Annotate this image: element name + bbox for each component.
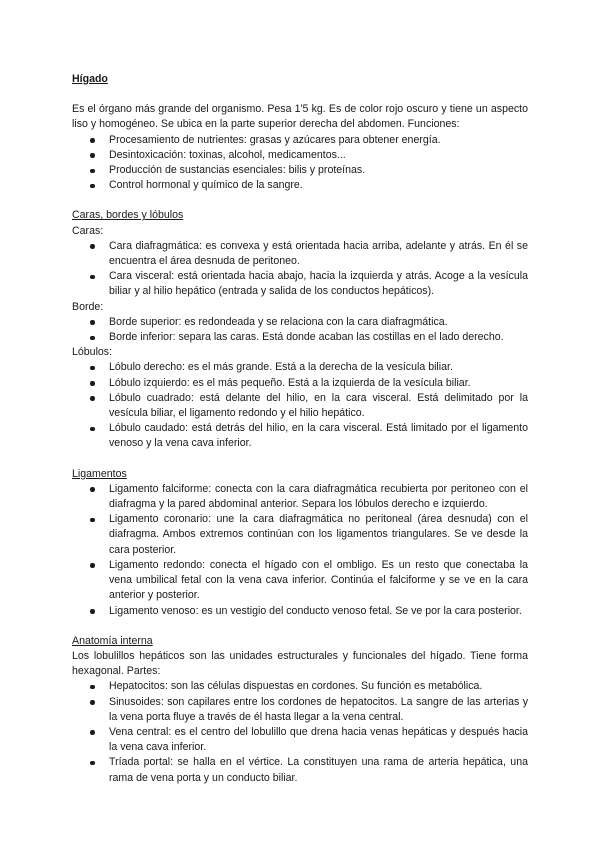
list-item: Hepatocitos: son las células dispuestas en cordones. Su función es metabólica. bbox=[72, 679, 528, 694]
caras-label: Caras: bbox=[72, 224, 104, 237]
list-item: Ligamento coronario: une la cara diafragmática no peritoneal (área desnuda) con el diafragma. Ambos extremos continúan con los ligamentos triangulares. Se ve desde la cara posterior. bbox=[72, 512, 528, 558]
anatomia-list bbox=[72, 679, 528, 785]
list-item: Ligamento falciforme: conecta con la cara diafragmática recubierta por peritoneo con el diafragma y la pared abdominal anterior. Separa los lóbulos derecho e izquierdo. bbox=[72, 482, 528, 512]
section-heading-anatomia: Anatomía interna bbox=[72, 634, 153, 647]
list-item: Sinusoides: son capilares entre los cordones de hepatocitos. La sangre de las arterias y la vena porta fluye a través de él hasta llegar a la vena central. bbox=[72, 695, 528, 725]
list-item: Vena central: es el centro del lobulillo que drena hacia venas hepáticas y después hacia la vena cava inferior. bbox=[72, 725, 528, 755]
list-item: Ligamento redondo: conecta el hígado con el ombligo. Es un resto que conectaba la vena umbilical fetal con la vena cava inferior. Continúa el falciforme y se ve en la cara anterior y posterior. bbox=[72, 558, 528, 604]
list-item: Cara visceral: está orientada hacia abajo, hacia la izquierda y atrás. Acoge a la vesícula biliar y al hilio hepático (entrada y salida de los conductos hepáticos). bbox=[72, 269, 528, 299]
functions-list bbox=[72, 133, 528, 194]
list-item: Desintoxicación: toxinas, alcohol, medicamentos... bbox=[72, 148, 528, 163]
lobulos-label: Lóbulos: bbox=[72, 346, 113, 359]
list-item: Borde superior: es redondeada y se relaciona con la cara diafragmática. bbox=[72, 315, 528, 330]
document-body bbox=[72, 72, 528, 786]
list-item: Lóbulo izquierdo: es el más pequeño. Está a la izquierda de la vesícula biliar. bbox=[72, 376, 528, 391]
page-title: Hígado bbox=[72, 73, 108, 85]
intro-paragraph: Es el órgano más grande del organismo. Pesa 1'5 kg. Es de color rojo oscuro y tiene un aspecto liso y homogéneo. Se ubica en la parte superior derecha del abdomen. Funciones: bbox=[72, 103, 528, 131]
list-item: Procesamiento de nutrientes: grasas y azúcares para obtener energía. bbox=[72, 133, 528, 148]
list-item: Tríada portal: se halla en el vértice. La constituyen una rama de arteria hepática, una rama de vena porta y un conducto biliar. bbox=[72, 755, 528, 785]
caras-list bbox=[72, 239, 528, 300]
list-item: Borde inferior: separa las caras. Está donde acaban las costillas en el lado derecho. bbox=[72, 330, 528, 345]
list-item: Lóbulo caudado: está detrás del hilio, en la cara visceral. Está limitado por el ligamento venoso y la vena cava inferior. bbox=[72, 421, 528, 451]
list-item: Cara diafragmática: es convexa y está orientada hacia arriba, adelante y atrás. En él se encuentra el área desnuda de peritoneo. bbox=[72, 239, 528, 269]
borde-list bbox=[72, 315, 528, 345]
ligamentos-list bbox=[72, 482, 528, 619]
section-heading-ligamentos: Ligamentos bbox=[72, 467, 127, 480]
section-heading-caras: Caras, bordes y lóbulos bbox=[72, 209, 184, 222]
list-item: Lóbulo derecho: es el más grande. Está a la derecha de la vesícula biliar. bbox=[72, 360, 528, 375]
borde-label: Borde: bbox=[72, 300, 104, 313]
list-item: Lóbulo cuadrado: está delante del hilio, en la cara visceral. Está delimitado por la vesícula biliar, el ligamento redondo y el hilio hepático. bbox=[72, 391, 528, 421]
list-item: Control hormonal y químico de la sangre. bbox=[72, 178, 528, 193]
anatomia-paragraph: Los lobulillos hepáticos son las unidades estructurales y funcionales del hígado. Tiene forma hexagonal. Partes: bbox=[72, 649, 528, 678]
list-item: Ligamento venoso: es un vestigio del conducto venoso fetal. Se ve por la cara posterior. bbox=[72, 604, 528, 619]
list-item: Producción de sustancias esenciales: bilis y proteínas. bbox=[72, 163, 528, 178]
lobulos-list bbox=[72, 360, 528, 451]
